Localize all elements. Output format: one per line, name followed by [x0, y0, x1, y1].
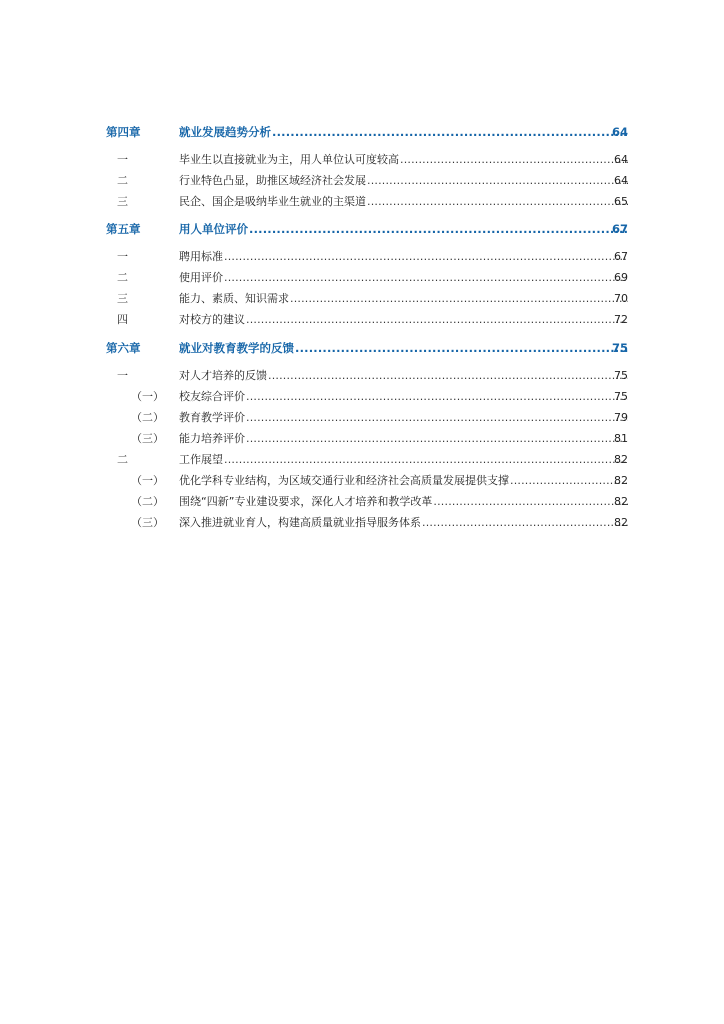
toc-leader — [224, 450, 628, 470]
toc-page: 64 — [614, 174, 628, 187]
toc-entry[interactable] — [0, 450, 724, 470]
toc-subentry[interactable] — [0, 513, 724, 533]
toc-subentry[interactable] — [0, 408, 724, 428]
toc-leader — [367, 192, 628, 212]
toc-subentry[interactable] — [0, 429, 724, 449]
toc-number: （二） — [131, 495, 164, 508]
toc-title: 对人才培养的反馈 — [179, 369, 267, 382]
toc-page: 82 — [614, 495, 628, 508]
toc-leader — [422, 513, 628, 533]
toc-chapter-4[interactable] — [0, 122, 724, 142]
toc-page: 69 — [614, 271, 628, 284]
toc-title: 就业对教育教学的反馈 — [179, 341, 294, 355]
toc-leader — [249, 219, 628, 239]
toc-leader — [224, 247, 628, 267]
toc-title: 工作展望 — [179, 453, 223, 466]
toc-leader — [295, 338, 628, 358]
toc-page: 65 — [614, 195, 628, 208]
toc-page: 75 — [611, 341, 628, 355]
toc-entry[interactable] — [0, 247, 724, 267]
toc-title: 教育教学评价 — [179, 411, 245, 424]
toc-leader — [290, 289, 628, 309]
toc-title: 能力、素质、知识需求 — [179, 292, 289, 305]
toc-title: 就业发展趋势分析 — [179, 125, 271, 139]
toc-leader — [272, 122, 628, 142]
toc-number: 一 — [117, 369, 128, 382]
toc-number: 二 — [117, 174, 128, 187]
toc-entry[interactable] — [0, 192, 724, 212]
toc-page: 79 — [614, 411, 628, 424]
toc-leader — [400, 150, 628, 170]
toc-page: 64 — [614, 153, 628, 166]
toc-page: 67 — [611, 222, 628, 236]
toc-title: 民企、国企是吸纳毕业生就业的主渠道 — [179, 195, 366, 208]
toc-page: 82 — [614, 474, 628, 487]
toc-page: 70 — [614, 292, 628, 305]
toc-leader — [224, 268, 628, 288]
toc-title: 使用评价 — [179, 271, 223, 284]
toc-page: 75 — [614, 390, 628, 403]
toc-subentry[interactable] — [0, 492, 724, 512]
toc-title: 深入推进就业育人，构建高质量就业指导服务体系 — [179, 516, 421, 529]
toc-page: 72 — [614, 313, 628, 326]
toc-subentry[interactable] — [0, 387, 724, 407]
toc-number: 一 — [117, 153, 128, 166]
toc-number: （二） — [131, 411, 164, 424]
toc-number: 第四章 — [106, 125, 141, 139]
toc-number: （一） — [131, 474, 164, 487]
toc-title: 行业特色凸显，助推区域经济社会发展 — [179, 174, 366, 187]
toc-entry[interactable] — [0, 366, 724, 386]
toc-leader — [246, 387, 628, 407]
toc-entry[interactable] — [0, 268, 724, 288]
toc-title: 毕业生以直接就业为主，用人单位认可度较高 — [179, 153, 399, 166]
toc-title: 优化学科专业结构，为区域交通行业和经济社会高质量发展提供支撑 — [179, 474, 509, 487]
toc-page: 82 — [614, 453, 628, 466]
toc-title: 校友综合评价 — [179, 390, 245, 403]
toc-number: （三） — [131, 516, 164, 529]
toc-title: 围绕“四新”专业建设要求，深化人才培养和教学改革 — [179, 495, 433, 508]
toc-number: 三 — [117, 292, 128, 305]
toc-entry[interactable] — [0, 150, 724, 170]
toc-chapter-5[interactable] — [0, 219, 724, 239]
toc-entry[interactable] — [0, 289, 724, 309]
toc-page: 81 — [614, 432, 628, 445]
toc-number: 二 — [117, 453, 128, 466]
toc-leader — [246, 408, 628, 428]
toc-number: （一） — [131, 390, 164, 403]
toc-number: 第五章 — [106, 222, 141, 236]
toc-title: 用人单位评价 — [179, 222, 248, 236]
toc-leader — [433, 492, 628, 512]
toc-page: 75 — [614, 369, 628, 382]
toc-number: 三 — [117, 195, 128, 208]
toc-number: 第六章 — [106, 341, 141, 355]
toc-subentry[interactable] — [0, 471, 724, 491]
toc-title: 能力培养评价 — [179, 432, 245, 445]
toc-entry[interactable] — [0, 171, 724, 191]
toc-leader — [246, 429, 628, 449]
toc-leader — [268, 366, 628, 386]
toc-leader — [246, 310, 628, 330]
toc-page: 64 — [611, 125, 628, 139]
toc-chapter-6[interactable] — [0, 338, 724, 358]
toc-number: 四 — [117, 313, 128, 326]
toc-leader — [367, 171, 628, 191]
toc-number: 一 — [117, 250, 128, 263]
toc-number: 二 — [117, 271, 128, 284]
toc-page: 67 — [614, 250, 628, 263]
toc-number: （三） — [131, 432, 164, 445]
toc-entry[interactable] — [0, 310, 724, 330]
toc-page: 82 — [614, 516, 628, 529]
toc-title: 聘用标准 — [179, 250, 223, 263]
toc-title: 对校方的建议 — [179, 313, 245, 326]
